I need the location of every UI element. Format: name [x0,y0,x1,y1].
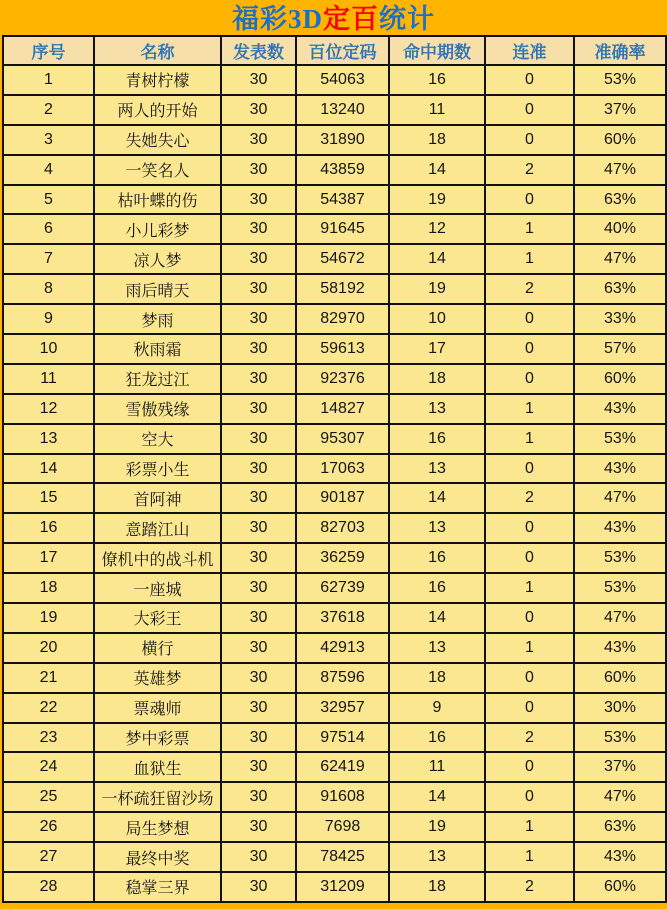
table-cell: 14 [3,454,94,484]
table-cell: 30 [221,663,296,693]
table-cell: 36259 [296,543,389,573]
table-cell: 62419 [296,752,389,782]
table-cell: 1 [485,394,574,424]
table-cell: 30 [221,274,296,304]
table-cell: 31890 [296,125,389,155]
table-cell: 63% [574,185,666,215]
table-row [3,483,666,513]
table-cell: 16 [389,424,485,454]
table-cell: 97514 [296,723,389,753]
table-cell: 30 [221,244,296,274]
table-cell: 43% [574,454,666,484]
table-cell: 30 [221,95,296,125]
table-cell: 血狱生 [94,752,221,782]
table-cell: 30 [221,543,296,573]
table-row [3,872,666,902]
table-cell: 23 [3,723,94,753]
table-cell: 54387 [296,185,389,215]
table-cell: 16 [389,723,485,753]
table-cell: 47% [574,603,666,633]
table-cell: 82970 [296,304,389,334]
table-cell: 17063 [296,454,389,484]
table-cell: 雨后晴天 [94,274,221,304]
table-cell: 53% [574,424,666,454]
table-cell: 3 [3,125,94,155]
table-cell: 10 [389,304,485,334]
table-cell: 首阿神 [94,483,221,513]
table-cell: 0 [485,364,574,394]
table-cell: 21 [3,663,94,693]
table-cell: 30 [221,454,296,484]
table-cell: 凉人梦 [94,244,221,274]
table-cell: 30 [221,752,296,782]
table-row [3,543,666,573]
table-row [3,65,666,95]
table-row [3,214,666,244]
stats-table [2,35,667,903]
table-cell: 30% [574,693,666,723]
table-row [3,573,666,603]
table-cell: 62739 [296,573,389,603]
table-cell: 18 [3,573,94,603]
table-cell: 30 [221,185,296,215]
table-cell: 14 [389,155,485,185]
table-cell: 60% [574,364,666,394]
table-cell: 43% [574,842,666,872]
table-cell: 13240 [296,95,389,125]
table-cell: 60% [574,663,666,693]
table-cell: 0 [485,693,574,723]
table-cell: 12 [389,214,485,244]
table-row [3,782,666,812]
table-cell: 1 [485,812,574,842]
table-cell: 30 [221,364,296,394]
table-cell: 26 [3,812,94,842]
table-cell: 0 [485,304,574,334]
table-cell: 82703 [296,513,389,543]
title-segment-stats: 统计 [379,4,435,34]
table-row [3,454,666,484]
table-cell: 95307 [296,424,389,454]
table-cell: 枯叶蝶的伤 [94,185,221,215]
table-row [3,663,666,693]
table-cell: 28 [3,872,94,902]
table-row [3,364,666,394]
table-cell: 1 [485,633,574,663]
table-cell: 1 [485,842,574,872]
table-cell: 54672 [296,244,389,274]
table-row [3,95,666,125]
table-cell: 9 [389,693,485,723]
column-header: 连准 [485,36,574,65]
table-cell: 30 [221,812,296,842]
table-cell: 30 [221,573,296,603]
table-row [3,513,666,543]
table-cell: 0 [485,543,574,573]
table-row [3,334,666,364]
table-cell: 13 [389,633,485,663]
table-cell: 9 [3,304,94,334]
column-header: 命中期数 [389,36,485,65]
table-cell: 43% [574,394,666,424]
table-cell: 空大 [94,424,221,454]
table-cell: 两人的开始 [94,95,221,125]
table-cell: 30 [221,125,296,155]
table-row [3,244,666,274]
table-cell: 16 [3,513,94,543]
table-cell: 58192 [296,274,389,304]
table-cell: 2 [485,274,574,304]
table-cell: 17 [389,334,485,364]
table-cell: 梦雨 [94,304,221,334]
table-cell: 13 [389,394,485,424]
table-row [3,155,666,185]
table-cell: 1 [485,214,574,244]
table-cell: 16 [389,573,485,603]
table-cell: 青树柠檬 [94,65,221,95]
table-cell: 30 [221,214,296,244]
table-cell: 30 [221,155,296,185]
table-cell: 90187 [296,483,389,513]
table-cell: 局生梦想 [94,812,221,842]
table-cell: 11 [389,752,485,782]
table-cell: 30 [221,513,296,543]
page-title [2,2,665,35]
table-cell: 一座城 [94,573,221,603]
table-cell: 0 [485,334,574,364]
table-cell: 22 [3,693,94,723]
table-cell: 17 [3,543,94,573]
table-cell: 1 [485,244,574,274]
table-cell: 稳掌三界 [94,872,221,902]
table-cell: 14 [389,244,485,274]
table-cell: 13 [3,424,94,454]
table-cell: 1 [485,573,574,603]
column-header: 发表数 [221,36,296,65]
column-header: 序号 [3,36,94,65]
table-cell: 31209 [296,872,389,902]
table-cell: 0 [485,95,574,125]
table-cell: 7698 [296,812,389,842]
table-cell: 2 [485,483,574,513]
table-cell: 0 [485,125,574,155]
title-segment-lottery: 福彩3D [232,4,323,34]
table-cell: 0 [485,185,574,215]
table-cell: 37% [574,95,666,125]
table-cell: 15 [3,483,94,513]
column-header: 百位定码 [296,36,389,65]
table-cell: 63% [574,812,666,842]
table-cell: 43% [574,633,666,663]
table-row [3,842,666,872]
table-cell: 0 [485,513,574,543]
table-cell: 25 [3,782,94,812]
table-cell: 30 [221,424,296,454]
table-row [3,812,666,842]
table-cell: 1 [485,424,574,454]
table-cell: 0 [485,603,574,633]
column-header: 准确率 [574,36,666,65]
table-body [3,65,666,902]
table-cell: 2 [485,723,574,753]
table-cell: 91645 [296,214,389,244]
table-cell: 37% [574,752,666,782]
table-cell: 47% [574,483,666,513]
table-cell: 30 [221,483,296,513]
table-cell: 53% [574,723,666,753]
table-cell: 78425 [296,842,389,872]
table-cell: 60% [574,872,666,902]
table-cell: 横行 [94,633,221,663]
table-cell: 59613 [296,334,389,364]
table-cell: 24 [3,752,94,782]
table-header-row [3,36,666,65]
table-cell: 2 [485,155,574,185]
table-cell: 30 [221,603,296,633]
table-cell: 42913 [296,633,389,663]
table-cell: 30 [221,633,296,663]
column-header: 名称 [94,36,221,65]
table-cell: 87596 [296,663,389,693]
table-cell: 19 [389,812,485,842]
table-cell: 16 [389,65,485,95]
table-cell: 92376 [296,364,389,394]
table-row [3,125,666,155]
table-cell: 0 [485,782,574,812]
table-cell: 6 [3,214,94,244]
table-cell: 30 [221,394,296,424]
table-header [3,36,666,65]
table-cell: 一笑名人 [94,155,221,185]
table-cell: 47% [574,782,666,812]
table-cell: 票魂师 [94,693,221,723]
table-cell: 秋雨霜 [94,334,221,364]
table-cell: 最终中奖 [94,842,221,872]
table-cell: 27 [3,842,94,872]
table-cell: 失她失心 [94,125,221,155]
table-cell: 0 [485,65,574,95]
table-cell: 8 [3,274,94,304]
table-cell: 0 [485,454,574,484]
table-cell: 一杯疏狂留沙场 [94,782,221,812]
table-row [3,394,666,424]
table-cell: 5 [3,185,94,215]
table-cell: 30 [221,842,296,872]
table-cell: 30 [221,782,296,812]
table-cell: 43% [574,513,666,543]
table-cell: 13 [389,513,485,543]
table-cell: 53% [574,543,666,573]
table-row [3,424,666,454]
table-row [3,633,666,663]
table-cell: 19 [389,185,485,215]
table-row [3,723,666,753]
table-cell: 10 [3,334,94,364]
table-cell: 0 [485,663,574,693]
table-cell: 40% [574,214,666,244]
table-row [3,274,666,304]
table-cell: 1 [3,65,94,95]
table-row [3,304,666,334]
table-cell: 雪傲残缘 [94,394,221,424]
table-cell: 13 [389,842,485,872]
table-row [3,752,666,782]
table-cell: 32957 [296,693,389,723]
table-cell: 13 [389,454,485,484]
table-cell: 7 [3,244,94,274]
table-cell: 91608 [296,782,389,812]
table-cell: 30 [221,65,296,95]
table-cell: 小儿彩梦 [94,214,221,244]
table-cell: 0 [485,752,574,782]
table-cell: 19 [3,603,94,633]
table-cell: 梦中彩票 [94,723,221,753]
table-row [3,693,666,723]
table-cell: 30 [221,693,296,723]
table-cell: 12 [3,394,94,424]
table-cell: 30 [221,723,296,753]
table-cell: 33% [574,304,666,334]
table-cell: 19 [389,274,485,304]
table-cell: 63% [574,274,666,304]
table-cell: 14827 [296,394,389,424]
table-cell: 狂龙过江 [94,364,221,394]
table-cell: 47% [574,155,666,185]
table-cell: 30 [221,872,296,902]
table-cell: 18 [389,125,485,155]
table-cell: 意踏江山 [94,513,221,543]
table-cell: 18 [389,364,485,394]
table-cell: 30 [221,304,296,334]
table-cell: 16 [389,543,485,573]
table-cell: 英雄梦 [94,663,221,693]
table-cell: 14 [389,483,485,513]
table-cell: 14 [389,603,485,633]
table-cell: 彩票小生 [94,454,221,484]
table-cell: 2 [3,95,94,125]
title-segment-dingbai: 定百 [323,4,379,34]
table-cell: 2 [485,872,574,902]
table-cell: 47% [574,244,666,274]
table-cell: 18 [389,663,485,693]
table-cell: 11 [389,95,485,125]
table-cell: 20 [3,633,94,663]
table-row [3,603,666,633]
table-cell: 43859 [296,155,389,185]
table-cell: 60% [574,125,666,155]
table-cell: 僚机中的战斗机 [94,543,221,573]
table-row [3,185,666,215]
table-cell: 53% [574,65,666,95]
table-cell: 53% [574,573,666,603]
table-cell: 18 [389,872,485,902]
table-cell: 30 [221,334,296,364]
table-cell: 54063 [296,65,389,95]
table-cell: 57% [574,334,666,364]
table-cell: 11 [3,364,94,394]
table-cell: 大彩王 [94,603,221,633]
table-cell: 37618 [296,603,389,633]
table-cell: 4 [3,155,94,185]
table-cell: 14 [389,782,485,812]
